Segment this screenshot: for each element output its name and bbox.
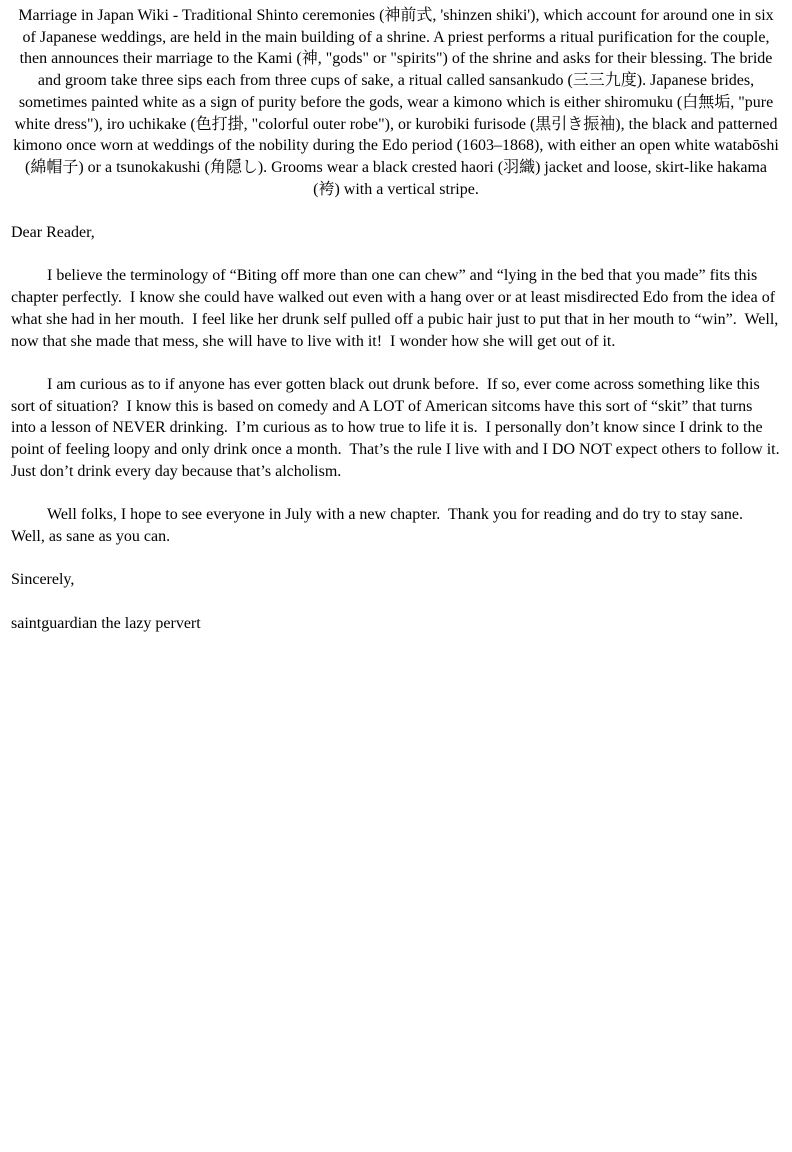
signature: saintguardian the lazy pervert (11, 614, 201, 632)
body-paragraph-2: I am curious as to if anyone has ever gotten black out drunk before. If so, ever come across something like this sort of situation? I know this is based on comedy and A LOT of American sitcoms have this sort of “skit” that turns into a lesson of NEVER drinking. I’m curious as to how true to life it is. I personally don’t know since I drink to the point of feeling loopy and only drink once a month. That’s the rule I live with and I DO NOT expect others to follow it. Just don’t drink every day because that’s alcholism. (11, 375, 784, 480)
greeting: Dear Reader, (11, 224, 95, 242)
intro-paragraph: Marriage in Japan Wiki - Traditional Shinto ceremonies (神前式, 'shinzen shiki'), which account for around one in six of Japanese weddings, are held in the main building of a shrine. A priest performs a ritual purification for the couple, then announces their marriage to the Kami (神, "gods" or "spirits") of the shrine and asks for their blessing. The bride and groom take three sips each from three cups of sake, a ritual called sansankudo (三三九度). Japanese brides, sometimes painted white as a sign of purity before the gods, wear a kimono which is either shiromuku (白無垢, "pure white dress"), iro uchikake (色打掛, "colorful outer robe"), or kurobiki furisode (黒引き振袖), the black and patterned kimono once worn at weddings of the nobility during the Edo period (1603–1868), with either an open white watabōshi (綿帽子) or a tsunokakushi (角隠し). Grooms wear a black crested haori (羽織) jacket and loose, skirt-like hakama (袴) with a vertical stripe. (13, 7, 783, 198)
body-paragraph-1: I believe the terminology of “Biting off more than one can chew” and “lying in the bed that you made” fits this chapter perfectly. I know she could have walked out even with a hang over or at least misdirected Edo from the idea of what she had in her mouth. I feel like her drunk self pulled off a pubic hair just to put that in her mouth to “win”. Well, now that she made that mess, she will have to live with it! I wonder how she will get out of it. (11, 267, 783, 350)
closing: Sincerely, (11, 571, 75, 589)
body-paragraph-3: Well folks, I hope to see everyone in July with a new chapter. Thank you for reading and do try to stay sane. Well, as sane as you can. (11, 506, 751, 545)
